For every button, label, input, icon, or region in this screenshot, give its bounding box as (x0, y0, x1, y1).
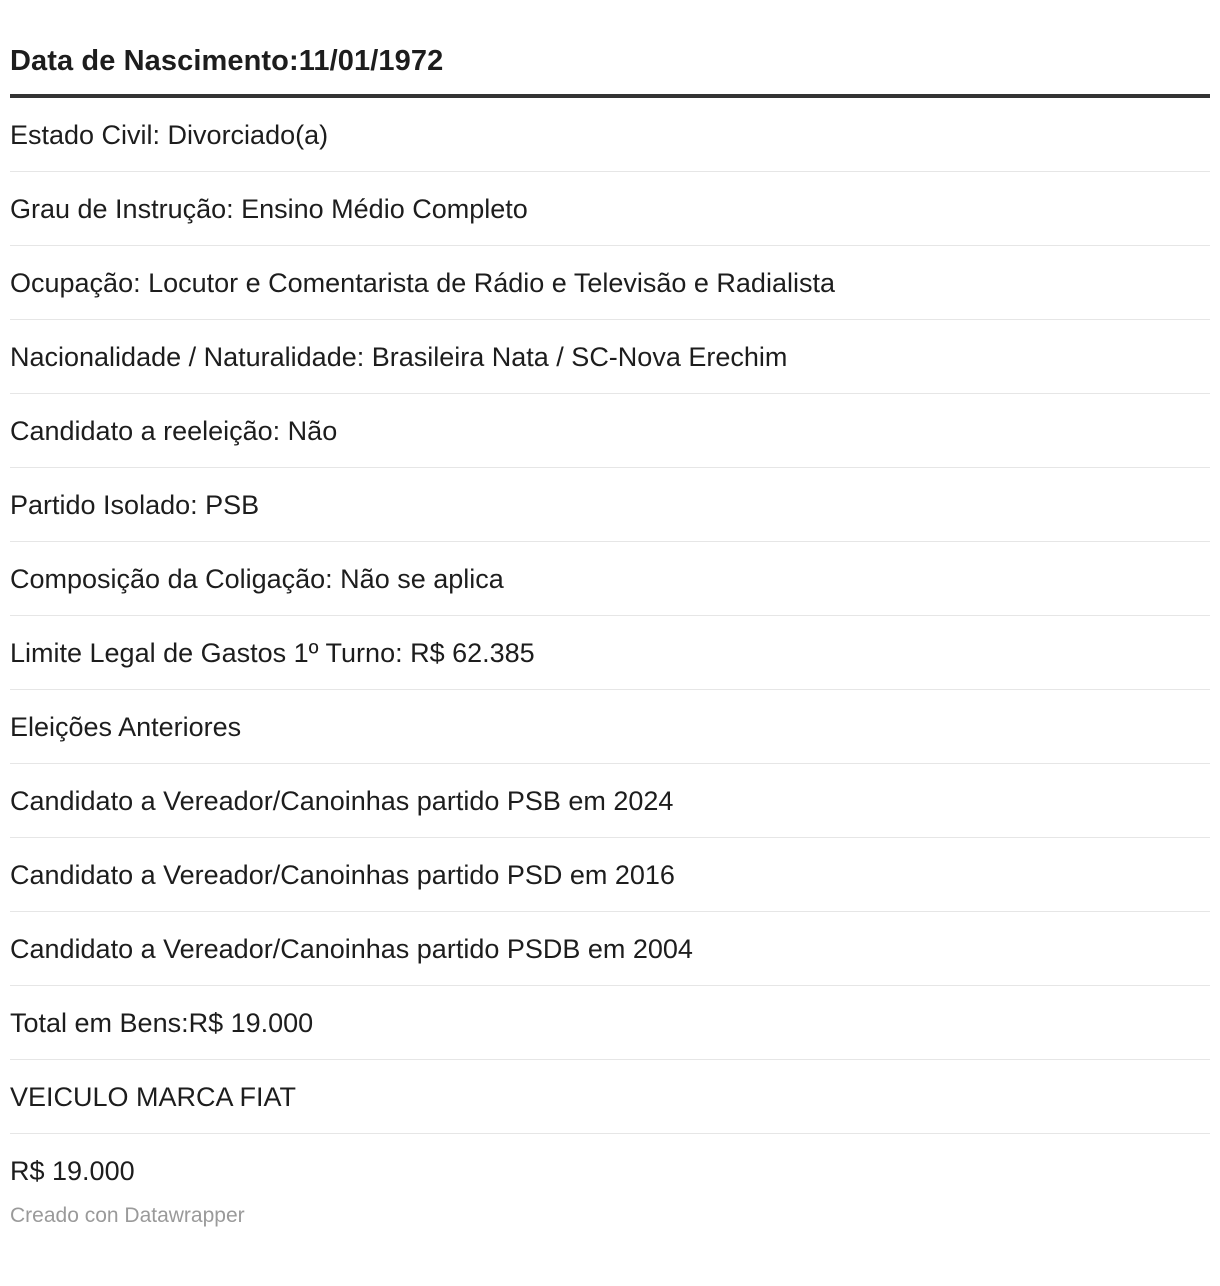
table-row: Candidato a Vereador/Canoinhas partido PSB em 2024 (10, 764, 1210, 838)
table-row: VEICULO MARCA FIAT (10, 1060, 1210, 1134)
table-row: Estado Civil: Divorciado(a) (10, 98, 1210, 172)
table-body (10, 98, 1210, 1208)
table-row: Candidato a Vereador/Canoinhas partido PSD em 2016 (10, 838, 1210, 912)
table-row: Total em Bens:R$ 19.000 (10, 986, 1210, 1060)
table-row: Composição da Coligação: Não se aplica (10, 542, 1210, 616)
table-row: Eleições Anteriores (10, 690, 1210, 764)
table-header: Data de Nascimento:11/01/1972 (10, 44, 1210, 98)
datawrapper-credit[interactable]: Creado con Datawrapper (10, 1204, 245, 1227)
table-row: Candidato a reeleição: Não (10, 394, 1210, 468)
table-row: Ocupação: Locutor e Comentarista de Rádio e Televisão e Radialista (10, 246, 1210, 320)
table-row: Limite Legal de Gastos 1º Turno: R$ 62.385 (10, 616, 1210, 690)
table-row: Nacionalidade / Naturalidade: Brasileira Nata / SC-Nova Erechim (10, 320, 1210, 394)
table-row: Candidato a Vereador/Canoinhas partido PSDB em 2004 (10, 912, 1210, 986)
table-row: Grau de Instrução: Ensino Médio Completo (10, 172, 1210, 246)
table-row: Partido Isolado: PSB (10, 468, 1210, 542)
data-table (10, 0, 1210, 1227)
table-row: R$ 19.000 (10, 1156, 135, 1186)
